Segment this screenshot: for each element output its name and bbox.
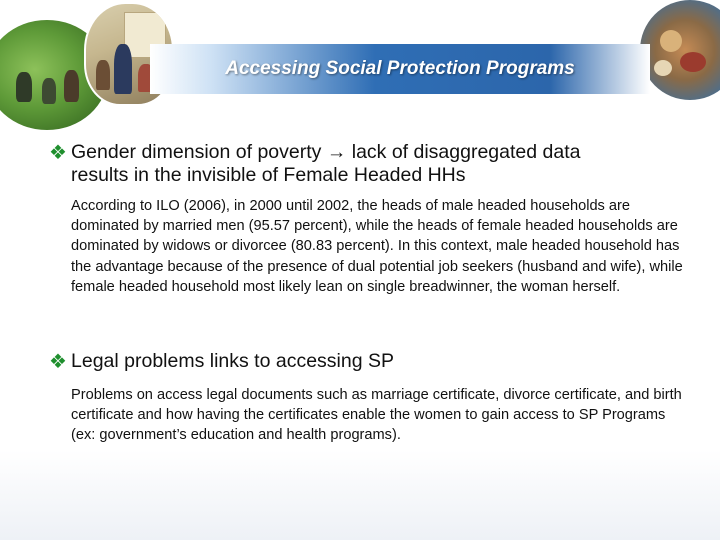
page-title: Accessing Social Protection Programs (225, 58, 575, 79)
section-2-paragraph: Problems on access legal documents such as marriage certificate, divorce certificate, and birth certificate and how having the certificates enable the women to gain access to SP Programs (ex: government’s education and health programs). (71, 387, 682, 444)
bullet-diamond-icon: ❖ (49, 351, 67, 373)
market-photo (640, 0, 720, 100)
background-shade (0, 450, 720, 540)
section-1-paragraph: According to ILO (2006), in 2000 until 2002, the heads of male headed households are dominated by married men (95.57 percent), while the heads of female headed households are dominated by widows or divorcee (80.83 percent). In this context, male headed household has the advantage because of the presence of dual potential job seekers (husband and wife), while female headed household most likely lean on single breadwinner, the woman herself. (71, 198, 683, 295)
section-1-heading: Gender dimension of poverty → lack of disaggregated data results in the invisible of Female Headed HHs (71, 141, 581, 186)
section-2-heading: Legal problems links to accessing SP (71, 350, 394, 372)
arrow-right-icon: → (326, 141, 347, 163)
bullet-diamond-icon: ❖ (49, 142, 67, 164)
